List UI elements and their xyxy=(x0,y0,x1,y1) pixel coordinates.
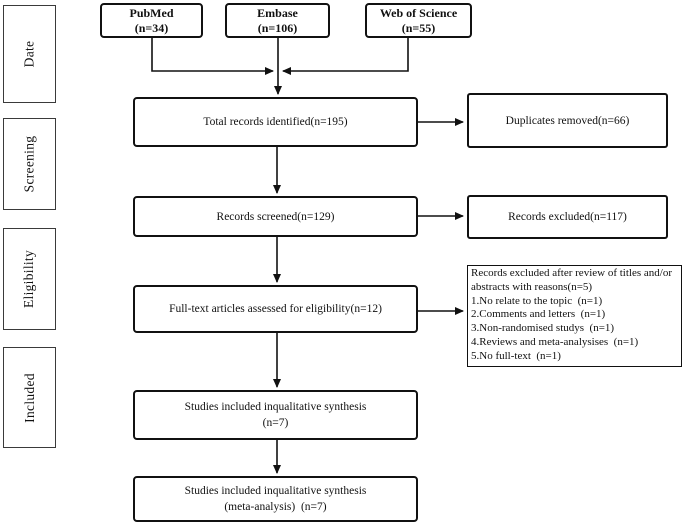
reason-item-3: 3.Non-randomised studys (n=1) xyxy=(471,322,615,335)
flow-box-meta-analysis xyxy=(133,476,418,522)
qualitative-synthesis-line1: Studies included inqualitative synthesis xyxy=(184,401,367,413)
stage-box-eligibility xyxy=(3,228,56,330)
reason-item-5: 5.No full-text (n=1) xyxy=(471,349,561,362)
flow-box-records-screened xyxy=(133,196,418,237)
records-excluded-label: Records excluded(n=117) xyxy=(508,211,627,223)
flow-box-total-records xyxy=(133,97,418,147)
flow-box-qualitative-synthesis xyxy=(133,390,418,440)
stage-label-date: Date xyxy=(21,40,37,68)
reason-item-2: 2.Comments and letters (n=1) xyxy=(471,308,606,321)
reasons-header-line1: Records excluded after review of titles and/or xyxy=(471,267,672,279)
stage-label-screening: Screening xyxy=(21,135,37,193)
source-box-web-of-science xyxy=(365,3,472,38)
source-name-embase: Embase xyxy=(257,5,298,20)
source-count-wos: (n=55) xyxy=(401,20,436,35)
total-records-label: Total records identified(n=195) xyxy=(203,116,348,128)
source-count-embase: (n=106) xyxy=(257,20,298,35)
arrow-pubmed-to-merge xyxy=(152,38,273,71)
stage-box-date xyxy=(3,5,56,103)
meta-analysis-line1: Studies included inqualitative synthesis xyxy=(184,485,367,497)
source-name-wos: Web of Science xyxy=(379,5,458,20)
source-name-pubmed: PubMed xyxy=(129,5,174,20)
reasons-header-line2: abstracts with reasons(n=5) xyxy=(471,280,593,293)
fulltext-assessed-label: Full-text articles assessed for eligibility(n=12) xyxy=(169,303,382,315)
side-box-exclusion-reasons xyxy=(467,265,682,367)
arrow-wos-to-merge xyxy=(283,38,408,71)
stage-box-screening xyxy=(3,118,56,210)
source-box-embase xyxy=(225,3,330,38)
qualitative-synthesis-line2: (n=7) xyxy=(262,417,289,429)
stage-box-included xyxy=(3,347,56,448)
flow-box-fulltext-assessed xyxy=(133,285,418,333)
stage-label-eligibility: Eligibility xyxy=(21,249,37,309)
side-box-duplicates-removed xyxy=(467,93,668,148)
source-count-pubmed: (n=34) xyxy=(134,20,169,35)
side-box-records-excluded xyxy=(467,195,668,239)
stage-label-included: Included xyxy=(21,372,37,423)
reason-item-4: 4.Reviews and meta-analysises (n=1) xyxy=(471,335,639,348)
source-box-pubmed xyxy=(100,3,203,38)
duplicates-removed-label: Duplicates removed(n=66) xyxy=(505,114,630,127)
records-screened-label: Records screened(n=129) xyxy=(216,210,335,223)
meta-analysis-line2: (meta-analysis) (n=7) xyxy=(224,501,327,513)
reason-item-1: 1.No relate to the topic (n=1) xyxy=(471,294,603,307)
